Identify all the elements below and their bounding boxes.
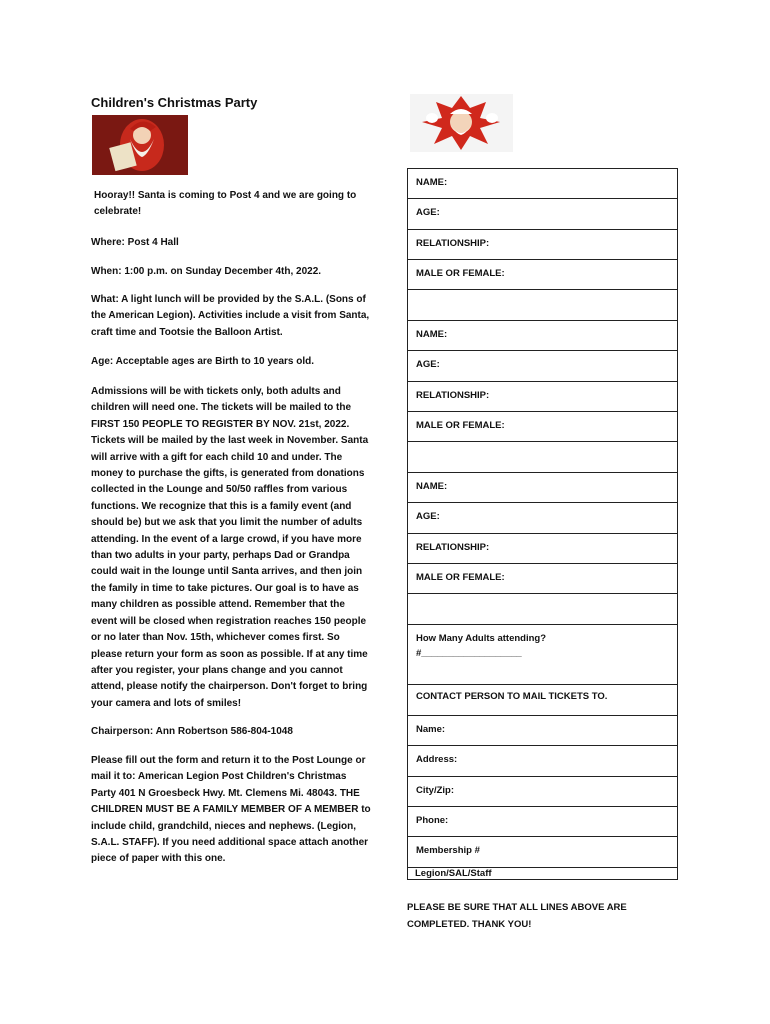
footer-note: PLEASE BE SURE THAT ALL LINES ABOVE ARE COMPLETED. THANK YOU! (407, 902, 627, 930)
page-title: Children's Christmas Party (91, 95, 258, 110)
contact-heading: CONTACT PERSON TO MAIL TICKETS TO. (408, 685, 677, 716)
santa-burst-image (410, 94, 513, 152)
form-field-relationship-2[interactable]: RELATIONSHIP: (408, 382, 677, 412)
when-text: When: 1:00 p.m. on Sunday December 4th, 2022. (91, 266, 322, 277)
intro-text: Hooray!! Santa is coming to Post 4 and we are going to celebrate! (94, 190, 357, 218)
registration-form (407, 168, 678, 880)
form-field-gender-3[interactable]: MALE OR FEMALE: (408, 564, 677, 594)
legion-sal-staff-label: Legion/SAL/Staff (415, 868, 492, 879)
chairperson-text: Chairperson: Ann Robertson 586-804-1048 (91, 726, 293, 737)
form-field-address[interactable]: Address: (408, 746, 677, 777)
admissions-text: Admissions will be with tickets only, both adults and children will need one. The tickets will be mailed to the FIRST 150 PEOPLE TO REGISTER BY NOV. 21st, 2022. Tickets will be mailed by the last week in November. Santa will arrive with a gift for each child 10 and under. The money to purchase the gifts, is generated from donations collected in the Lounge and 50/50 raffles from various functions. We recognize that this is a family event (and should be) but we ask that you limit the number of adults attending. In the event of a large crowd, if you have more than two adults in your party, perhaps Dad or Grandpa could wait in the lounge until Santa arrives, and then join the family in time to take pictures. Our goal is to have as many children as possible attend. Remember that the event will be closed when registration reaches 150 people or no later than Nov. 15th, whichever comes first. So please return your form as soon as possible. If at any time after you register, your plans change and you cannot attend, please notify the chairperson. Don't forget to bring your camera and lots of smiles! (91, 386, 369, 709)
form-field-gender-1[interactable]: MALE OR FEMALE: (408, 260, 677, 290)
form-field-blank-2[interactable] (408, 442, 677, 473)
where-text: Where: Post 4 Hall (91, 237, 179, 248)
santa-image (92, 115, 188, 175)
age-text: Age: Acceptable ages are Birth to 10 years old. (91, 356, 315, 367)
form-field-city-zip[interactable]: City/Zip: (408, 777, 677, 807)
form-field-age-1[interactable]: AGE: (408, 199, 677, 230)
form-field-phone[interactable]: Phone: (408, 807, 677, 837)
form-field-blank-1[interactable] (408, 290, 677, 321)
form-field-name-2[interactable]: NAME: (408, 321, 677, 351)
form-field-name-3[interactable]: NAME: (408, 473, 677, 503)
what-text: What: A light lunch will be provided by the S.A.L. (Sons of the American Legion). Activities include a visit from Santa, craft time and Tootsie the Balloon Artist. (91, 294, 370, 338)
form-field-gender-2[interactable]: MALE OR FEMALE: (408, 412, 677, 442)
form-field-contact-name[interactable]: Name: (408, 716, 677, 746)
form-field-blank-3[interactable] (408, 594, 677, 625)
form-field-relationship-1[interactable]: RELATIONSHIP: (408, 230, 677, 260)
form-field-age-2[interactable]: AGE: (408, 351, 677, 382)
form-field-age-3[interactable]: AGE: (408, 503, 677, 534)
form-field-relationship-3[interactable]: RELATIONSHIP: (408, 534, 677, 564)
form-field-membership[interactable]: Membership # (408, 837, 677, 868)
form-field-name-1[interactable]: NAME: (408, 169, 677, 199)
form-field-adults-attending[interactable]: How Many Adults attending? #___________________ (408, 625, 677, 685)
instructions-text: Please fill out the form and return it to the Post Lounge or mail it to: American Legion Post Children's Christmas Party 401 N Groesbeck Hwy. Mt. Clemens Mi. 48043. THE CHILDREN MUST BE A FAMILY MEMBER OF A MEMBER to include child, grandchild, nieces and nephews. (Legion, S.A.L. STAFF). If you need additional space attach another piece of paper with this one. (91, 755, 371, 865)
